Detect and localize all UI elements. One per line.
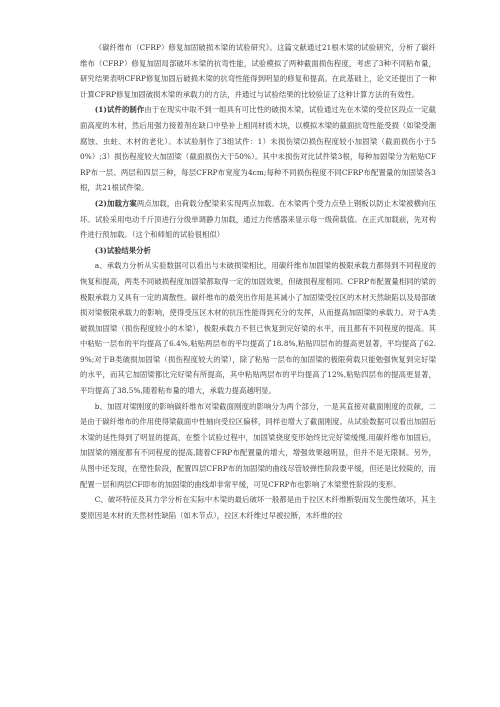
loading-paragraph xyxy=(80,196,436,243)
result-a-paragraph xyxy=(80,258,436,398)
specimen-lead: (1)试件的制作 xyxy=(94,105,145,115)
result-c-text: C、破坏特征及其力学分析在实际中木梁的最后破坏一般都是由于拉区木纤维断裂而发生脆性破坏，其主要原因是木材的天然材性缺陷（如木节点），拉区木纤维过早被拉断，木纤维的拉 xyxy=(80,495,436,520)
loading-paragraph-text: 两点加载，由荷载分配梁来实现两点加载。在木梁两个受力点垫上钢板以防止木梁被横向压坏。试验采用电动千斤顶进行分级单调静力加载，通过力传感器来显示每一级荷载值。在正式加载前，先对构件进行预加载。（这个和师姐的试验很相似） xyxy=(80,198,436,240)
specimen-paragraph-text: 由于在现实中取不到一组具有可比性的破损木梁，试验通过先在木梁的受拉区段点一定截面高度的木材，然后用强力接着剂在缺口中垫补上相同材质木块，以模拟木梁的截面抗弯性能受损（如梁受潮腐蚀、虫蛀、木材的老化）。本试验制作了3组试件：1）未损伤梁⑵损伤程度较小加固梁（截面损伤小于50%）;3）损伤程度较大加固梁（截面损伤大于50%）。其中未损伤对比试件梁3根，每种加固梁分为粘贴CFRP布一层、两层和四层三种，每层CFRP布宽度为4cm;每种不同损伤程度不同CFRP布配置量的加固梁各3根，共21根试件梁。 xyxy=(80,105,436,193)
result-b-text: b、加固对梁刚度的影响碳纤维布对梁截面刚度的影响分为两个部分，一是其直接对截面刚度的贡献，二是由于碳纤维布的作用使得梁截面中性轴向受拉区偏移，同样也增大了截面刚度。从试验数据可以看出加固后木梁的延性得到了明显的提高，在整个试验过程中，加固梁挠度变形始终比完好梁缓慢,用碳纤维布加固后，加固梁的刚度都有不同程度的提高,随着CFRP布配置量的增大，增强效果越明显，但并不是无限制。另外，从图中还发现，在塑性阶段，配置四层CFRP布的加固梁的曲线尽管较弹性阶段要平缓，但还是比较陡的，而配置一层和两层CF即布的加固梁的曲线却非常平缓，可见CFRP布也影响了木梁塑性阶段的变形。 xyxy=(80,401,436,489)
result-a-text: a、承载力分析从实验数据可以看出与未破损梁相比，用碳纤维布加固梁的极限承载力都得到不同程度的恢复和提高，两类不同破损程度加固梁都取得一定的加固效果，但破损程度相同、CFRP布配置量相同的梁的极限承载力又具有一定的离散性。碳纤维布的最突出作用是其减小了加固梁受拉区的木材天然缺陷以及局部破损对梁极限承载力的影响，使得受压区木材的抗压性能得到充分的发挥，从而提高加固梁的承载力。对于A类破损加固梁（损伤程度较小的木梁），极限承载力不但已恢复到完好梁的水平，而且都有不同程度的提高。其中粘贴一层布的平均提高了6.4%,粘贴两层布的平均提高了18.8%,粘贴四层布的提高更显著，平均提高了62.9%;对于B类破损加固梁（损伤程度较大的梁），除了粘贴一层布的加固梁的极限荷载只能勉强恢复到完好梁的水平，而其它加固梁都比完好梁有所提高，其中粘贴两层布的平均提高了12%,粘贴四层布的提高更显著，平均提高了38.5%,随着粘布量的增大，承载力提高越明显。 xyxy=(80,261,436,396)
specimen-paragraph xyxy=(80,102,436,196)
intro-paragraph xyxy=(80,40,436,102)
loading-lead: (2)加载方案 xyxy=(94,198,137,208)
intro-paragraph-text: 《碳纤维布（CFRP）修复加固破损木梁的试验研究》。这篇文献通过21根木梁的试验研究，分析了碳纤维布（CFRP）修复加固局部破坏木梁的抗弯性能，试验模拟了两种截面损伤程度，考虑了3种不同粘布量，研究结果表明CFRP修复加固后破损木梁的抗弯性能得到明显的修复和提高。在此基础上，论文还提出了一种计算CFRP修复加固破损木梁的承载力的方法，并通过与试验结果的比较验证了这种计算方法的有效性。 xyxy=(80,43,436,99)
result-b-paragraph xyxy=(80,399,436,493)
result-c-paragraph xyxy=(80,492,436,523)
results-heading: (3)试验结果分析 xyxy=(94,245,151,255)
